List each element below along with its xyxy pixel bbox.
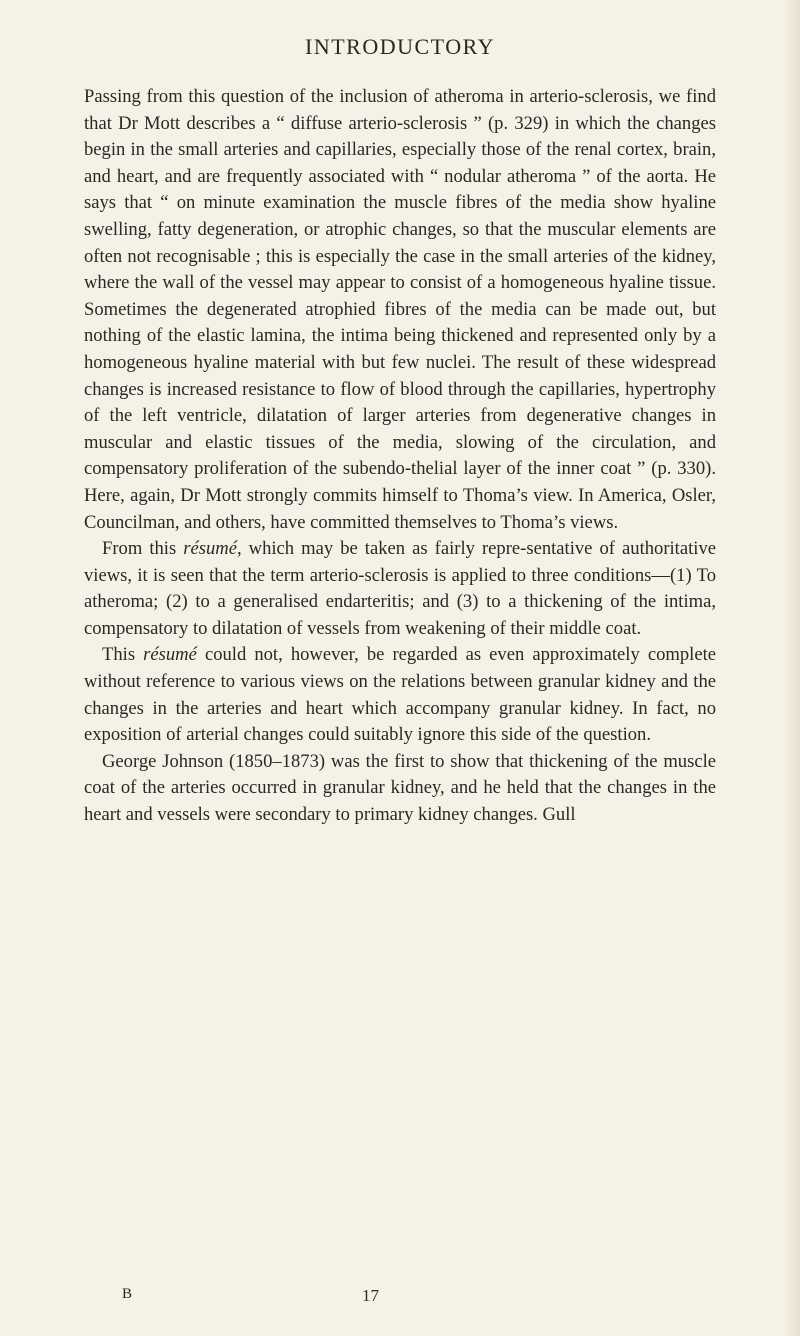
page-number: 17 (362, 1286, 379, 1305)
signature-mark: B (122, 1286, 133, 1302)
paragraph-george-johnson: George Johnson (1850–1873) was the first to show that thickening of the muscle coat of the arteries occurred in granular kidney, and he held that the changes in the heart and vessels were secondary to primary kidney changes. Gull (84, 750, 716, 826)
paragraph-granular-kidney (84, 642, 716, 748)
running-head: INTRODUCTORY (305, 34, 495, 59)
resume-italic-2: résumé (143, 644, 197, 666)
body-text (84, 84, 716, 829)
paragraph-granular-lead: This (102, 644, 144, 666)
resume-italic: résumé (183, 538, 237, 560)
paragraph-resume-rest: , which may be taken as fairly repre-sentative of authoritative views, it is seen that the term arterio-sclerosis is applied to three conditions—(1) To atheroma; (2) to a generalised endarteritis; and (3) to a thickening of the intima, compensatory to dilatation of vessels from weakening of their middle coat. (84, 538, 716, 639)
paragraph-atheroma: Passing from this question of the inclusion of atheroma in arterio-sclerosis, we find that Dr Mott describes a “ diffuse arterio-sclerosis ” (p. 329) in which the changes begin in the small arteries and capillaries, especially those of the renal cortex, brain, and heart, and are frequently associated with “ nodular atheroma ” of the aorta. He says that “ on minute examination the muscle fibres of the media show hyaline swelling, fatty degeneration, or atrophic changes, so that the muscular elements are often not recognisable ; this is especially the case in the small arteries of the kidney, where the wall of the vessel may appear to consist of a homogeneous hyaline tissue. Sometimes the degenerated atrophied fibres of the media can be made out, but nothing of the elastic lamina, the intima being thickened and represented only by a homogeneous hyaline material with but few nuclei. The result of these widespread changes is increased resistance to flow of blood through the capillaries, hypertrophy of the left ventricle, dilatation of larger arteries from degenerative changes in muscular and elastic tissues of the media, slowing of the circulation, and compensatory proliferation of the subendo-thelial layer of the inner coat ” (p. 330). Here, again, Dr Mott strongly commits himself to Thoma’s view. In America, Osler, Councilman, and others, have committed themselves to Thoma’s views. (84, 86, 716, 533)
paragraph-granular-rest: could not, however, be regarded as even approximately complete without reference to various views on the relations between granular kidney and the changes in the arteries and heart which accompany granular kidney. In fact, no exposition of arterial changes could suitably ignore this side of the question. (84, 644, 716, 746)
paragraph-resume-lead: From this (102, 538, 184, 560)
page-edge-shadow (784, 0, 800, 1336)
paragraph-resume (84, 536, 716, 642)
